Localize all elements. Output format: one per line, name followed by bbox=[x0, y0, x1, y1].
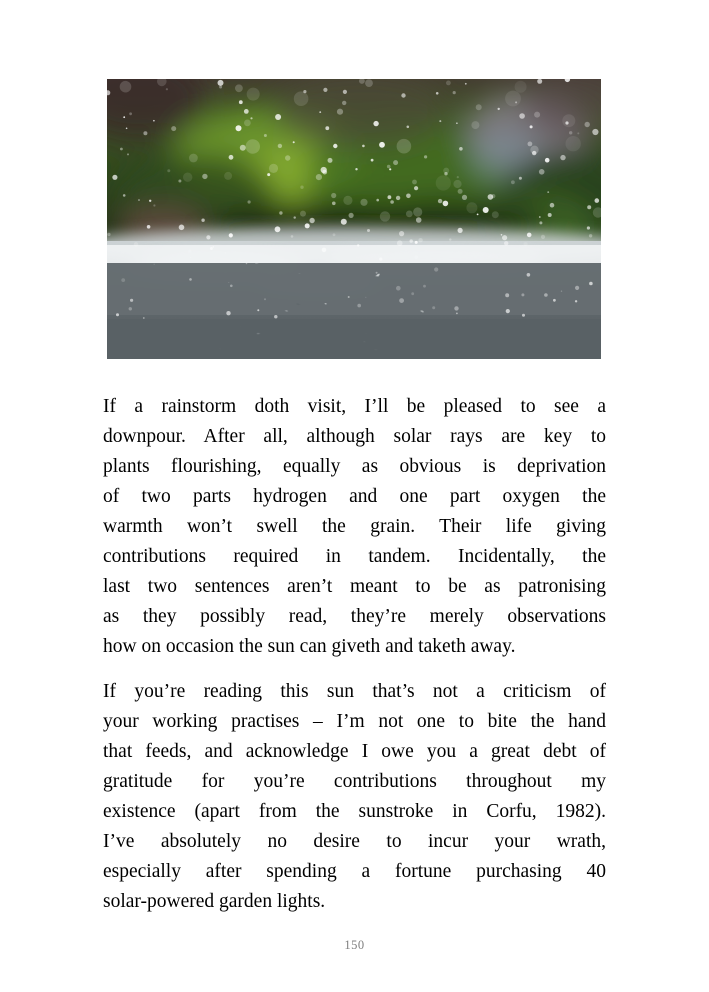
page-number: 150 bbox=[344, 938, 365, 952]
text-line: how on occasion the sun can giveth and taketh away. bbox=[103, 636, 516, 657]
rain-photo bbox=[107, 79, 601, 359]
text-line: I’ve absolutely no desire to incur your wrath, bbox=[103, 831, 606, 852]
text-line: If you’re reading this sun that’s not a criticism of bbox=[103, 681, 606, 702]
text-line: last two sentences aren’t meant to be as patronising bbox=[103, 576, 606, 597]
text-line: your working practises – I’m not one to bite the hand bbox=[103, 711, 606, 732]
text-line: as they possibly read, they’re merely observations bbox=[103, 606, 606, 627]
text-line: especially after spending a fortune purchasing 40 bbox=[103, 861, 606, 882]
text-line: gratitude for you’re contributions throughout my bbox=[103, 771, 606, 792]
body-text bbox=[103, 392, 606, 917]
paragraph-rainstorm bbox=[103, 392, 606, 662]
text-line: contributions required in tandem. Incidentally, the bbox=[103, 546, 606, 567]
text-line: that feeds, and acknowledge I owe you a great debt of bbox=[103, 741, 606, 762]
paragraph-sun-address bbox=[103, 677, 606, 917]
text-line: If a rainstorm doth visit, I’ll be pleased to see a bbox=[103, 396, 606, 417]
text-line: of two parts hydrogen and one part oxygen the bbox=[103, 486, 606, 507]
text-line: downpour. After all, although solar rays are key to bbox=[103, 426, 606, 447]
text-line: solar-powered garden lights. bbox=[103, 891, 326, 912]
text-line: plants flourishing, equally as obvious is deprivation bbox=[103, 456, 606, 477]
text-line: existence (apart from the sunstroke in Corfu, 1982). bbox=[103, 801, 606, 822]
text-line: warmth won’t swell the grain. Their life giving bbox=[103, 516, 606, 537]
rain-photo-svg bbox=[107, 79, 601, 359]
